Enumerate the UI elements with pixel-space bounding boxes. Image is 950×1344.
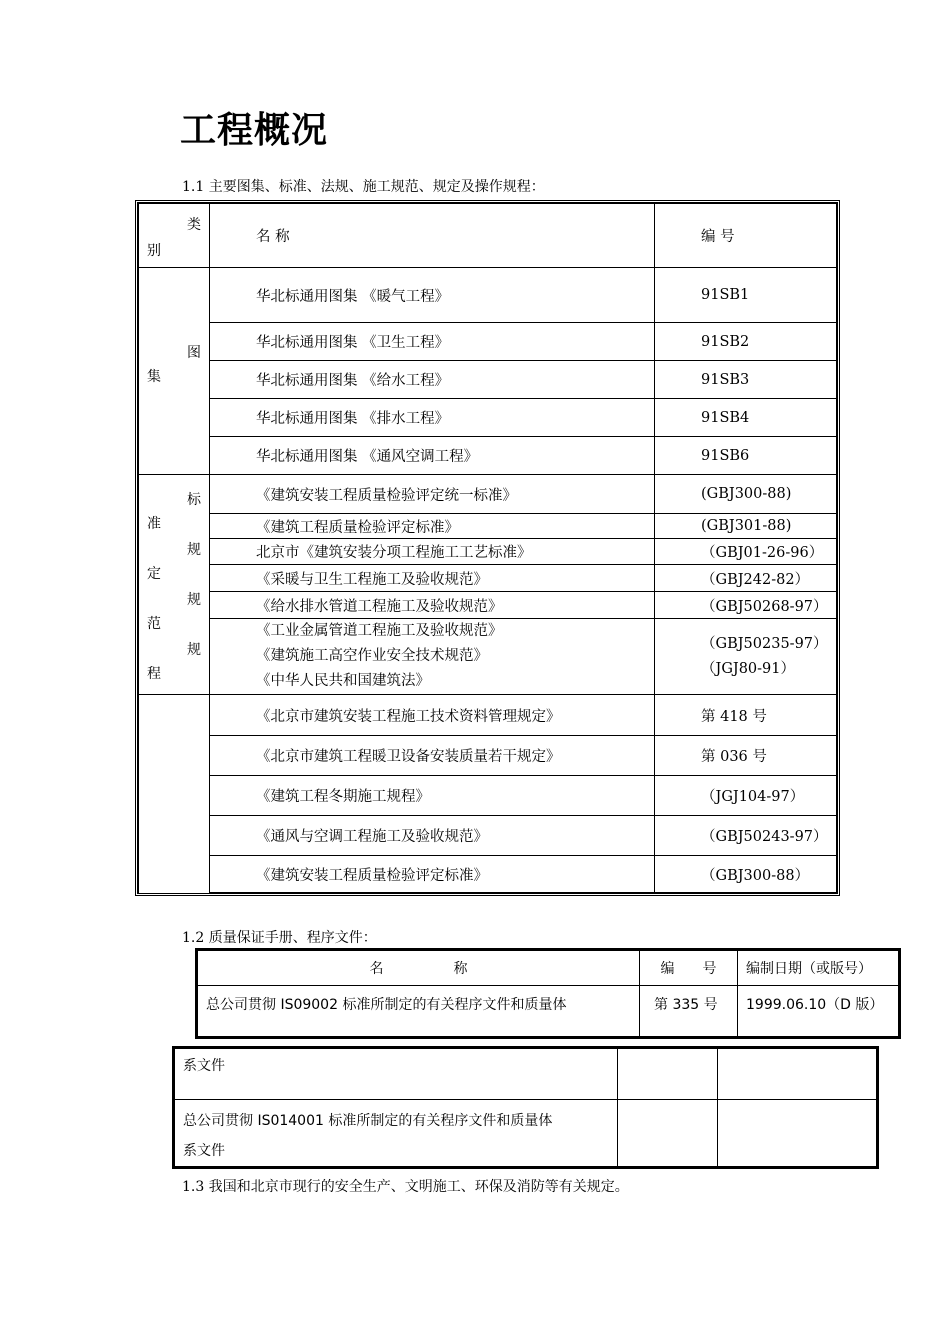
standard-code: （JGJ80-91） [701,660,796,677]
name-header: 名 称 [210,204,655,268]
category-label: 集 [147,369,161,385]
document-date [718,1048,878,1100]
standard-name: 《建筑工程冬期施工规程》 [210,776,655,816]
table-row [174,1048,878,1100]
standard-code: （GBJ50243-97） [655,816,837,856]
category-cell-specs [139,475,210,695]
table-row [139,776,837,816]
standard-code-multi [655,619,837,695]
document-date: 1999.06.10（D 版） [738,986,900,1038]
standard-name: 《通风与空调工程施工及验收规范》 [210,816,655,856]
standard-code: （GBJ01-26-96） [655,539,837,565]
table-row [139,268,837,323]
standards-table [135,200,840,896]
category-label: 准 [147,516,161,532]
table-row [139,619,837,695]
standard-name: 《建筑施工高空作业安全技术规范》 [256,648,488,664]
standard-name-multi [210,619,655,695]
standard-name: 北京市《建筑安装分项工程施工工艺标准》 [210,539,655,565]
category-label: 标 [187,492,201,508]
table-header-row [139,204,837,268]
quality-manual-table-continued [172,1046,879,1169]
document-name: 系文件 [174,1048,618,1100]
standard-name: 《建筑安装工程质量检验评定标准》 [210,856,655,893]
document-date [718,1100,878,1168]
standard-code: 91SB3 [655,361,837,399]
standard-code: （GBJ300-88） [655,856,837,893]
code-header: 编 号 [640,950,738,986]
standard-code: （GBJ242-82） [655,565,837,592]
standard-code: 91SB1 [655,268,837,323]
table-row [139,323,837,361]
document-code [618,1100,718,1168]
standard-code: （GBJ50235-97） [701,635,828,652]
document-name [174,1100,618,1168]
table-row [139,592,837,619]
category-cell-rules [139,695,210,893]
standard-name: 《建筑工程质量检验评定标准》 [210,514,655,539]
code-header: 编 号 [655,204,837,268]
document-name: 总公司贯彻 IS09002 标准所制定的有关程序文件和质量体 [197,986,640,1038]
standard-code: (GBJ300-88) [655,475,837,514]
table-row [139,695,837,736]
date-header: 编制日期（或版号） [738,950,900,986]
section-1-caption: 1.1 主要图集、标准、法规、施工规范、规定及操作规程： [182,179,545,195]
category-label: 规 [187,642,201,658]
category-header-top: 类 [187,217,201,233]
section-2-caption: 1.2 质量保证手册、程序文件： [182,930,377,946]
document-name-line: 系文件 [183,1143,225,1159]
standard-code: (GBJ301-88) [655,514,837,539]
standard-code: 第 036 号 [655,736,837,776]
quality-manual-table [195,948,901,1039]
document-code [618,1048,718,1100]
category-label: 图 [187,345,201,361]
standard-name: 华北标通用图集 《排水工程》 [210,399,655,437]
document-code: 第 335 号 [640,986,738,1038]
standard-name: 《建筑安装工程质量检验评定统一标准》 [210,475,655,514]
standard-code: （JGJ104-97） [655,776,837,816]
standard-name: 《采暖与卫生工程施工及验收规范》 [210,565,655,592]
standard-name: 《中华人民共和国建筑法》 [256,673,430,689]
name-header: 名 称 [197,950,640,986]
category-label: 规 [187,542,201,558]
table-row [139,475,837,514]
category-label: 规 [187,592,201,608]
category-label: 范 [147,616,161,632]
category-header [139,204,210,268]
page-title: 工程概况 [180,110,329,151]
standard-name: 《北京市建筑工程暖卫设备安装质量若干规定》 [210,736,655,776]
standard-name: 《北京市建筑安装工程施工技术资料管理规定》 [210,695,655,736]
table-row [139,565,837,592]
table-row [174,1100,878,1168]
table-row [139,736,837,776]
standard-name: 华北标通用图集 《通风空调工程》 [210,437,655,475]
table-row [197,986,900,1038]
table-row [139,361,837,399]
category-label: 定 [147,566,161,582]
table-row [139,856,837,893]
standard-code: 91SB6 [655,437,837,475]
standard-name: 华北标通用图集 《卫生工程》 [210,323,655,361]
standard-name: 华北标通用图集 《暖气工程》 [210,268,655,323]
standard-name: 《工业金属管道工程施工及验收规范》 [256,623,503,639]
section-3-caption: 1.3 我国和北京市现行的安全生产、文明施工、环保及消防等有关规定。 [182,1179,629,1195]
table-row [139,514,837,539]
table-row [139,816,837,856]
table-header-row [197,950,900,986]
document-name-line: 总公司贯彻 IS014001 标准所制定的有关程序文件和质量体 [183,1113,553,1129]
table-row [139,539,837,565]
table-row [139,399,837,437]
standard-code: 91SB4 [655,399,837,437]
standard-code: 第 418 号 [655,695,837,736]
standard-code: （GBJ50268-97） [655,592,837,619]
category-cell-atlas [139,268,210,475]
category-header-bottom: 别 [147,243,161,259]
category-label: 程 [147,666,161,682]
table-row [139,437,837,475]
standard-name: 华北标通用图集 《给水工程》 [210,361,655,399]
standard-code: 91SB2 [655,323,837,361]
standard-name: 《给水排水管道工程施工及验收规范》 [210,592,655,619]
